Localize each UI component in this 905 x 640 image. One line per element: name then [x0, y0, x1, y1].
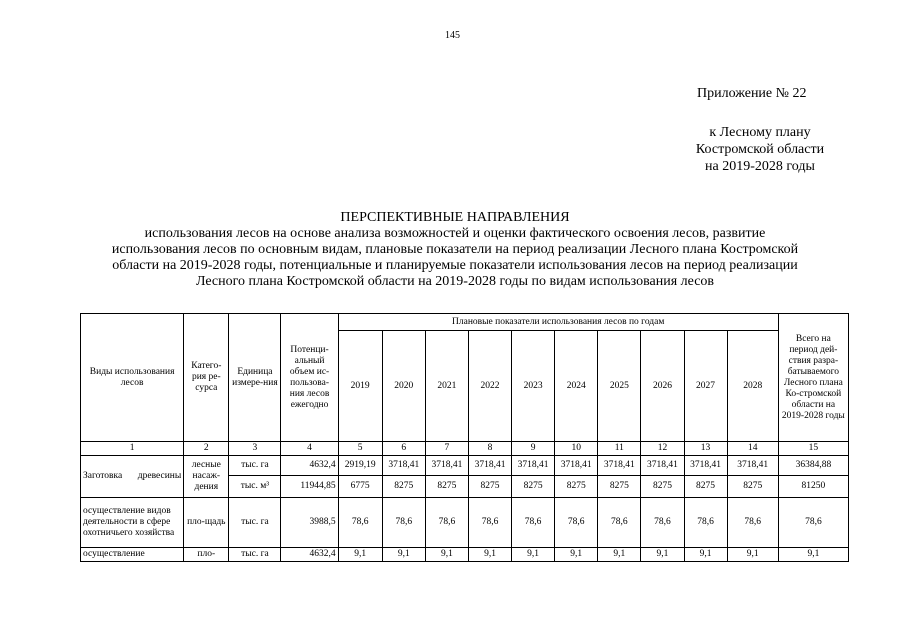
subtitle-line: области на 2019-2028 годы, потенциальные и планируемые показатели использования лесов на период реализации	[112, 258, 798, 273]
column-number: 5	[338, 442, 382, 456]
cell-potential: 3988,5	[281, 498, 338, 548]
cell-year-value: 78,6	[684, 498, 727, 548]
cell-year-value: 8275	[641, 476, 684, 498]
column-number: 1	[81, 442, 184, 456]
column-number: 9	[512, 442, 555, 456]
header-year: 2020	[382, 331, 425, 442]
column-number: 2	[184, 442, 229, 456]
cell-total: 36384,88	[778, 456, 848, 476]
cell-year-value: 3718,41	[598, 456, 641, 476]
cell-year-value: 78,6	[727, 498, 778, 548]
cell-year-value: 6775	[338, 476, 382, 498]
cell-year-value: 8275	[512, 476, 555, 498]
cell-year-value: 78,6	[512, 498, 555, 548]
header-year: 2025	[598, 331, 641, 442]
header-year: 2019	[338, 331, 382, 442]
header-year: 2022	[468, 331, 511, 442]
column-number: 14	[727, 442, 778, 456]
cell-year-value: 9,1	[338, 548, 382, 562]
header-year: 2021	[425, 331, 468, 442]
cell-year-value: 8275	[425, 476, 468, 498]
cell-year-value: 9,1	[425, 548, 468, 562]
cell-year-value: 78,6	[641, 498, 684, 548]
cell-type: осуществление	[81, 548, 184, 562]
cell-year-value: 9,1	[555, 548, 598, 562]
cell-year-value: 9,1	[512, 548, 555, 562]
cell-year-value: 8275	[468, 476, 511, 498]
column-number: 6	[382, 442, 425, 456]
table-row	[81, 498, 849, 548]
title-main: ПЕРСПЕКТИВНЫЕ НАПРАВЛЕНИЯ	[340, 210, 570, 225]
column-number: 7	[425, 442, 468, 456]
cell-year-value: 78,6	[338, 498, 382, 548]
cell-year-value: 3718,41	[555, 456, 598, 476]
cell-type: Заготовка древесины	[81, 456, 184, 498]
cell-potential: 4632,4	[281, 548, 338, 562]
cell-year-value: 78,6	[555, 498, 598, 548]
cell-year-value: 78,6	[425, 498, 468, 548]
cell-potential: 11944,85	[281, 476, 338, 498]
cell-year-value: 9,1	[641, 548, 684, 562]
cell-total: 78,6	[778, 498, 848, 548]
cell-year-value: 9,1	[727, 548, 778, 562]
cell-total: 9,1	[778, 548, 848, 562]
cell-year-value: 9,1	[684, 548, 727, 562]
document-title	[60, 210, 850, 290]
cell-total: 81250	[778, 476, 848, 498]
subtitle-line: использования лесов на основе анализа возможностей и оценки фактического освоения лесов, развитие	[144, 226, 766, 241]
cell-year-value: 3718,41	[512, 456, 555, 476]
cell-category: лесные насаж-дения	[184, 456, 229, 498]
cell-year-value: 3718,41	[382, 456, 425, 476]
appendix-label: Приложение № 22	[697, 86, 807, 101]
cell-year-value: 3718,41	[641, 456, 684, 476]
subtitle-line: использования лесов по основным видам, плановые показатели на период реализации Лесного плана Костромской	[111, 242, 799, 257]
cell-year-value: 78,6	[382, 498, 425, 548]
cell-year-value: 8275	[598, 476, 641, 498]
column-number: 12	[641, 442, 684, 456]
cell-year-value: 9,1	[598, 548, 641, 562]
header-year: 2027	[684, 331, 727, 442]
cell-year-value: 9,1	[382, 548, 425, 562]
header-planned: Плановые показатели использования лесов по годам	[338, 314, 778, 331]
approval-line: к Лесному плану	[709, 125, 811, 140]
header-type: Виды использования лесов	[81, 314, 184, 442]
cell-unit: тыс. га	[229, 456, 281, 476]
cell-year-value: 3718,41	[727, 456, 778, 476]
header-year: 2026	[641, 331, 684, 442]
approval-line: на 2019-2028 годы	[705, 159, 815, 174]
approval-line: Костромской области	[695, 142, 825, 157]
cell-year-value: 9,1	[468, 548, 511, 562]
column-number-row	[81, 442, 849, 456]
cell-year-value: 78,6	[468, 498, 511, 548]
column-number: 15	[778, 442, 848, 456]
column-number: 13	[684, 442, 727, 456]
cell-unit: тыс. га	[229, 498, 281, 548]
column-number: 11	[598, 442, 641, 456]
cell-year-value: 8275	[382, 476, 425, 498]
column-number: 8	[468, 442, 511, 456]
cell-year-value: 3718,41	[425, 456, 468, 476]
header-year: 2024	[555, 331, 598, 442]
header-year: 2028	[727, 331, 778, 442]
cell-year-value: 3718,41	[684, 456, 727, 476]
cell-year-value: 8275	[727, 476, 778, 498]
cell-year-value: 8275	[555, 476, 598, 498]
header-year: 2023	[512, 331, 555, 442]
cell-category: пло-щадь	[184, 498, 229, 548]
header-total: Всего на период дей-ствия разра-батываемого Лесного плана Ко-стромской области на 2019-2028 годы	[778, 314, 848, 442]
approval-block	[650, 124, 870, 175]
cell-type: осуществление видов деятельности в сфере охотничьего хозяйства	[81, 498, 184, 548]
cell-category: пло-	[184, 548, 229, 562]
cell-potential: 4632,4	[281, 456, 338, 476]
cell-unit: тыс. м³	[229, 476, 281, 498]
column-number: 10	[555, 442, 598, 456]
page-number: 145	[445, 30, 460, 41]
column-number: 3	[229, 442, 281, 456]
cell-unit: тыс. га	[229, 548, 281, 562]
cell-year-value: 78,6	[598, 498, 641, 548]
header-potential: Потенци-альный объем ис-пользова-ния лесов ежегодно	[281, 314, 338, 442]
cell-year-value: 3718,41	[468, 456, 511, 476]
table-row	[81, 548, 849, 562]
cell-year-value: 2919,19	[338, 456, 382, 476]
header-unit: Единица измере-ния	[229, 314, 281, 442]
column-number: 4	[281, 442, 338, 456]
header-category: Катего-рия ре-сурса	[184, 314, 229, 442]
subtitle-line: Лесного плана Костромской области на 2019-2028 годы по видам использования лесов	[195, 274, 715, 289]
forest-use-table	[80, 313, 849, 562]
table-row	[81, 456, 849, 476]
cell-year-value: 8275	[684, 476, 727, 498]
